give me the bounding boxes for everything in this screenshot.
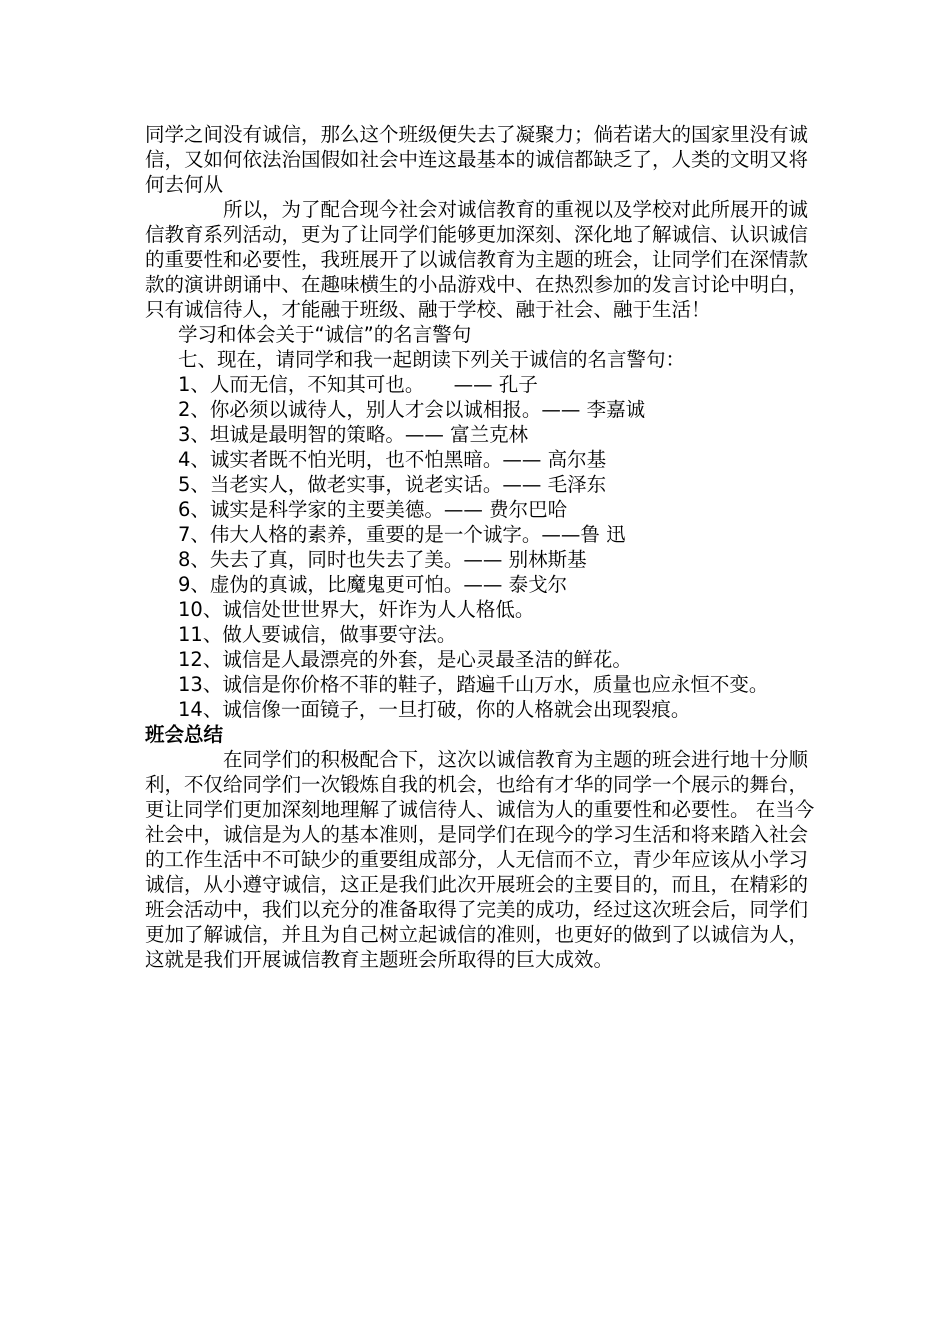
- quote-item: 9、虚伪的真诚，比魔鬼更可怕。—— 泰戈尔: [178, 573, 568, 596]
- quote-item: 3、坦诚是最明智的策略。—— 富兰克林: [178, 423, 529, 446]
- paragraph-purpose: 所以，为了配合现今社会对诚信教育的重视以及学校对此所展开的诚信教育系列活动，更为了让同学们能够更加深刻、深化地了解诚信、认识诚信的重要性和必要性，我班展开了以诚信教育为主题的班会，让同学们在深情款款的演讲朗诵中、在趣味横生的小品游戏中、在热烈参加的发言讨论中明白，只有诚信待人，才能融于班级、融于学校、融于社会、融于生活！: [145, 198, 809, 321]
- quote-item: 4、诚实者既不怕光明，也不怕黑暗。—— 高尔基: [178, 448, 607, 471]
- document-body: [145, 122, 825, 972]
- quote-item: 1、人而无信，不知其可也。 —— 孔子: [178, 373, 538, 396]
- section-subtitle: 学习和体会关于“诚信”的名言警句: [178, 323, 472, 346]
- paragraph-intro-continued: 同学之间没有诚信，那么这个班级便失去了凝聚力；倘若诺大的国家里没有诚信，又如何依法治国假如社会中连这最基本的诚信都缺乏了，人类的文明又将何去何从: [145, 123, 809, 196]
- quote-item: 12、诚信是人最漂亮的外套，是心灵最圣洁的鲜花。: [178, 648, 632, 671]
- quote-item: 5、当老实人，做老实事，说老实话。—— 毛泽东: [178, 473, 607, 496]
- quote-item: 13、诚信是你价格不菲的鞋子，踏遍千山万水，质量也应永恒不变。: [178, 673, 769, 696]
- quote-item: 8、失去了真，同时也失去了美。—— 别林斯基: [178, 548, 587, 571]
- quote-item: 10、诚信处世世界大，奸诈为人人格低。: [178, 598, 535, 621]
- summary-heading: 班会总结: [145, 723, 224, 746]
- quote-item: 14、诚信像一面镜子，一旦打破，你的人格就会出现裂痕。: [178, 698, 691, 721]
- quote-item: 6、诚实是科学家的主要美德。—— 费尔巴哈: [178, 498, 568, 521]
- quote-item: 11、做人要诚信，做事要守法。: [178, 623, 457, 646]
- quotes-intro: 七、现在，请同学和我一起朗读下列关于诚信的名言警句：: [178, 348, 686, 371]
- summary-paragraph: 在同学们的积极配合下，这次以诚信教育为主题的班会进行地十分顺利，不仅给同学们一次锻炼自我的机会，也给有才华的同学一个展示的舞台，更让同学们更加深刻地理解了诚信待人、诚信为人的重要性和必要性。 在当今社会中，诚信是为人的基本准则，是同学们在现今的学习生活和将来踏入社会的工作生活中不可缺少的重要组成部分，人无信而不立，青少年应该从小学习诚信，从小遵守诚信，这正是我们此次开展班会的主要目的，而且，在精彩的班会活动中，我们以充分的准备取得了完美的成功，经过这次班会后，同学们更加了解诚信，并且为自己树立起诚信的准则，也更好的做到了以诚信为人，这就是我们开展诚信教育主题班会所取得的巨大成效。: [145, 748, 815, 971]
- quote-item: 2、你必须以诚待人，别人才会以诚相报。—— 李嘉诚: [178, 398, 646, 421]
- quote-item: 7、伟大人格的素养，重要的是一个诚字。——鲁 迅: [178, 523, 626, 546]
